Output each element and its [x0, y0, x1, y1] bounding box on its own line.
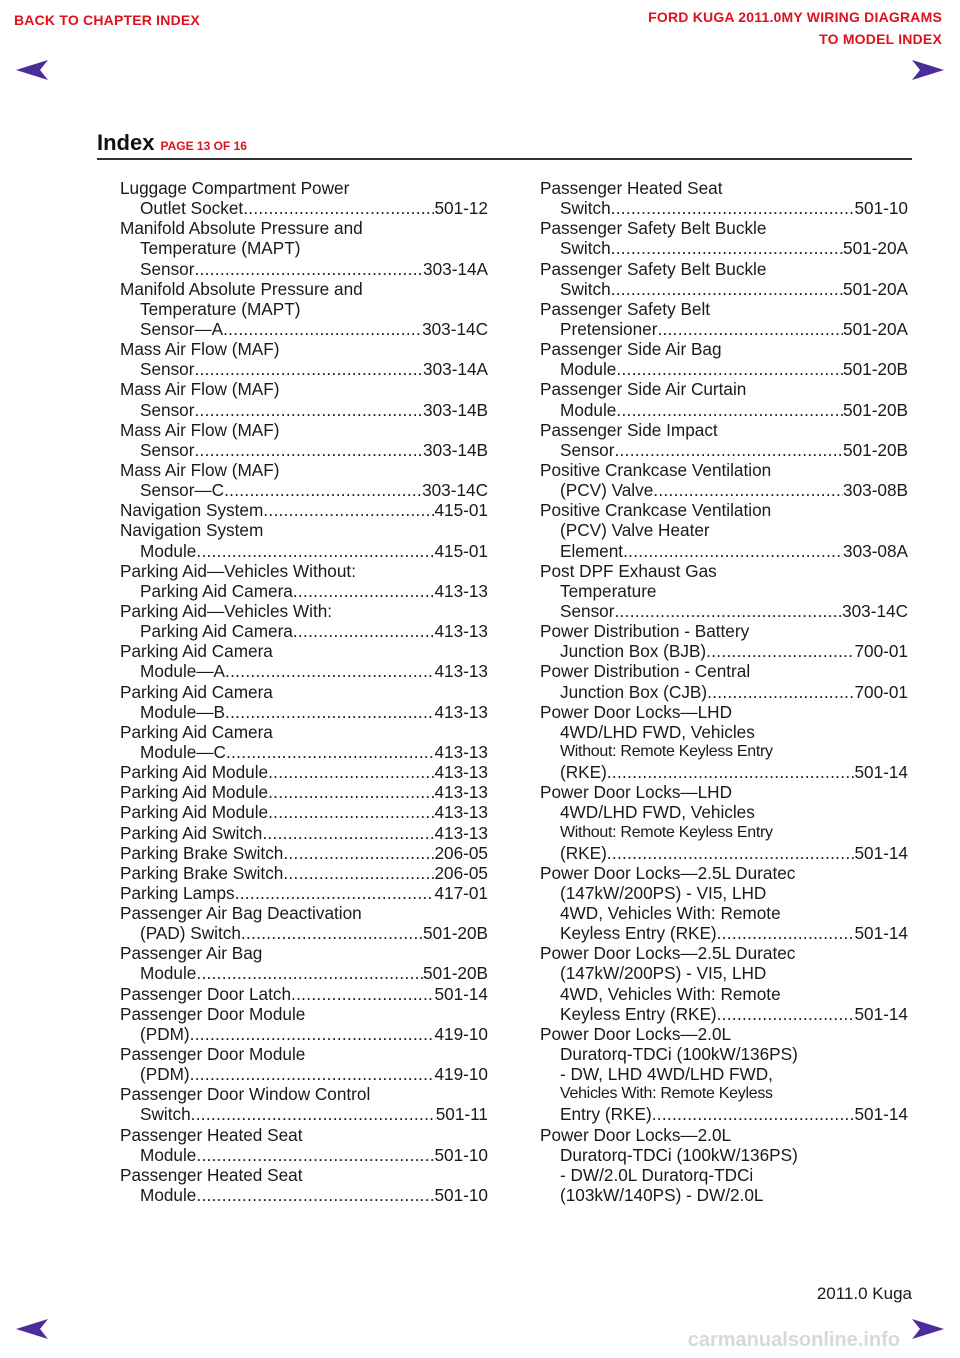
page-reference-link[interactable]: 700-01	[854, 681, 908, 702]
dot-leader	[268, 762, 434, 782]
header-divider	[97, 158, 912, 160]
index-entry-text: Temperature	[560, 580, 657, 601]
index-entry	[540, 1125, 908, 1206]
index-entry	[540, 943, 908, 1024]
index-entry	[120, 1004, 488, 1044]
dot-leader	[241, 923, 423, 943]
page-reference-link[interactable]: 413-13	[434, 621, 488, 642]
index-entry-text: (PCV) Valve	[560, 480, 654, 501]
page-reference-link[interactable]: 501-14	[434, 983, 488, 1004]
index-entry-text: Passenger Air Bag	[120, 943, 263, 964]
index-entry-text: Passenger Safety Belt	[540, 298, 711, 319]
previous-page-arrow-icon[interactable]	[14, 58, 50, 82]
page-reference-link[interactable]: 303-14C	[842, 600, 908, 621]
index-entry-text: Passenger Safety Belt Buckle	[540, 258, 767, 279]
dot-leader	[191, 1104, 436, 1124]
page-reference-link[interactable]: 303-08A	[843, 540, 908, 561]
previous-page-arrow-icon[interactable]	[14, 1317, 50, 1341]
index-entry	[120, 782, 488, 802]
index-entry-text: Junction Box (BJB)	[560, 641, 707, 662]
index-entry-text: Without: Remote Keyless Entry	[560, 742, 773, 760]
dot-leader	[291, 984, 434, 1004]
index-entry-text: Sensor	[560, 439, 615, 460]
index-entry	[540, 339, 908, 379]
page-reference-link[interactable]: 419-10	[434, 1064, 488, 1085]
page-reference-link[interactable]: 501-14	[854, 1104, 908, 1125]
page-reference-link[interactable]: 419-10	[434, 1023, 488, 1044]
dot-leader	[268, 802, 434, 822]
page-reference-link[interactable]: 413-13	[434, 822, 488, 843]
dot-leader	[194, 359, 423, 379]
page-reference-link[interactable]: 417-01	[434, 882, 488, 903]
index-entry	[120, 984, 488, 1004]
index-entry-text: Power Door Locks—2.0L	[540, 1023, 732, 1044]
index-entry-text: Manifold Absolute Pressure and	[120, 218, 363, 239]
dot-leader	[243, 198, 434, 218]
page-reference-link[interactable]: 303-14C	[422, 480, 488, 501]
index-entry-text: Module—B	[140, 701, 226, 722]
index-entry-text: Parking Aid—Vehicles Without:	[120, 560, 356, 581]
page-reference-link[interactable]: 501-14	[854, 842, 908, 863]
dot-leader	[717, 1004, 855, 1024]
index-entry-text: Parking Brake Switch	[120, 862, 284, 883]
index-entry-text: Parking Aid Camera	[120, 721, 273, 742]
dot-leader	[293, 581, 435, 601]
dot-leader	[611, 198, 855, 218]
page-reference-link[interactable]: 501-10	[434, 1144, 488, 1165]
index-entry	[540, 218, 908, 258]
back-to-chapter-index-link[interactable]: BACK TO CHAPTER INDEX	[14, 12, 200, 28]
index-entry-text: Module—C	[140, 741, 226, 762]
index-entry	[120, 1044, 488, 1084]
index-entry-text: Element	[560, 540, 624, 561]
index-column-left	[120, 178, 488, 1205]
dot-leader	[190, 1064, 435, 1084]
index-entry-text: Parking Aid Camera	[120, 681, 273, 702]
dot-leader	[611, 279, 843, 299]
index-entry-text: Keyless Entry (RKE)	[560, 1003, 717, 1024]
dot-leader	[657, 319, 843, 339]
index-entry	[540, 379, 908, 419]
page-reference-link[interactable]: 413-13	[434, 661, 488, 682]
dot-leader	[614, 440, 843, 460]
index-entry-text: Mass Air Flow (MAF)	[120, 339, 280, 360]
next-page-arrow-icon[interactable]	[910, 58, 946, 82]
page-header	[97, 130, 247, 156]
dot-leader	[616, 359, 843, 379]
dot-leader	[707, 682, 854, 702]
page-reference-link[interactable]: 501-10	[854, 198, 908, 219]
index-entry-text: Passenger Side Impact	[540, 419, 718, 440]
page-reference-link[interactable]: 413-13	[434, 701, 488, 722]
index-entry-text: Switch	[560, 198, 611, 219]
page-reference-link[interactable]: 303-14A	[423, 258, 488, 279]
index-entry-text: Parking Aid Camera	[120, 641, 273, 662]
index-entry	[540, 1024, 908, 1125]
page-reference-link[interactable]: 501-12	[434, 198, 488, 219]
index-entry-text: Mass Air Flow (MAF)	[120, 459, 280, 480]
index-entry-text: Positive Crankcase Ventilation	[540, 459, 772, 480]
dot-leader	[226, 742, 434, 762]
index-entry	[540, 299, 908, 339]
page-reference-link[interactable]: 413-13	[434, 580, 488, 601]
index-entry-text: Luggage Compartment Power	[120, 178, 350, 198]
index-entry-text: Passenger Door Module	[120, 1003, 306, 1024]
dot-leader	[235, 883, 435, 903]
dot-leader	[225, 661, 434, 681]
index-entry	[120, 279, 488, 339]
index-entry	[540, 782, 908, 863]
index-entry	[120, 641, 488, 681]
page-reference-link[interactable]: 415-01	[434, 500, 488, 521]
index-entry-text: (147kW/200PS) - VI5, LHD	[560, 963, 767, 984]
index-entry-text: Module—A	[140, 661, 226, 682]
index-entry	[120, 883, 488, 903]
index-entry-text: (PDM)	[140, 1023, 190, 1044]
index-entry	[120, 460, 488, 500]
page-title: Index	[97, 130, 155, 155]
dot-leader	[623, 541, 843, 561]
index-entry-text: Mass Air Flow (MAF)	[120, 419, 280, 440]
index-entry-text: Keyless Entry (RKE)	[560, 923, 717, 944]
index-entry-text: Module	[560, 399, 617, 420]
dot-leader	[283, 843, 434, 863]
index-entry-text: Passenger Door Module	[120, 1044, 306, 1065]
page-reference-link[interactable]: 501-14	[854, 762, 908, 783]
page-reference-link[interactable]: 501-20A	[843, 278, 908, 299]
index-entry	[120, 379, 488, 419]
index-entry-text: Without: Remote Keyless Entry	[560, 823, 773, 841]
index-entry	[120, 722, 488, 762]
index-entry	[540, 500, 908, 560]
index-entry	[120, 218, 488, 278]
page-reference-link[interactable]: 415-01	[434, 540, 488, 561]
index-entry-text: Power Distribution - Central	[540, 661, 751, 682]
index-entry-text: Parking Aid—Vehicles With:	[120, 600, 333, 621]
page-reference-link[interactable]: 501-20B	[423, 963, 488, 984]
page-reference-link[interactable]: 501-20B	[843, 439, 908, 460]
index-entry	[540, 561, 908, 621]
index-entry-text: Module	[140, 1185, 197, 1206]
index-entry-text: 4WD, Vehicles With: Remote	[560, 983, 781, 1004]
dot-leader	[263, 500, 434, 520]
index-column-right	[540, 178, 908, 1205]
index-entry-text: Module	[140, 1144, 197, 1165]
index-entry	[540, 259, 908, 299]
index-entry-text: - DW/2.0L Duratorq-TDCi	[560, 1164, 754, 1185]
index-entry-text: Sensor	[140, 399, 195, 420]
index-entry-text: Power Door Locks—LHD	[540, 701, 732, 722]
index-entry-text: Switch	[560, 278, 611, 299]
index-entry-text: Sensor—A	[140, 318, 224, 339]
index-entry-text: Pretensioner	[560, 318, 658, 339]
dot-leader	[225, 702, 434, 722]
index-entry-text: Power Distribution - Battery	[540, 621, 750, 642]
index-entry	[540, 863, 908, 944]
footer-model-label: 2011.0 Kuga	[816, 1284, 912, 1303]
index-entry-text: (PCV) Valve Heater	[560, 520, 710, 541]
page-reference-link[interactable]: 501-11	[435, 1104, 488, 1125]
dot-leader	[223, 319, 422, 339]
index-entry-text: Passenger Heated Seat	[120, 1164, 303, 1185]
index-entry	[120, 823, 488, 843]
index-entry-text: Navigation System	[120, 500, 264, 521]
document-title: FORD KUGA 2011.0MY WIRING DIAGRAMS	[648, 9, 942, 25]
index-entry-text: Sensor—C	[140, 480, 225, 501]
index-entry-text: Power Door Locks—2.5L Duratec	[540, 862, 796, 883]
page-reference-link[interactable]: 206-05	[434, 862, 488, 883]
index-entry-text: Outlet Socket	[140, 198, 244, 219]
index-entry-text: Passenger Side Air Curtain	[540, 379, 747, 400]
page-reference-link[interactable]: 501-14	[854, 1003, 908, 1024]
dot-leader	[293, 621, 435, 641]
index-entry-text: Parking Aid Module	[120, 802, 269, 823]
dot-leader	[194, 400, 423, 420]
dot-leader	[611, 238, 843, 258]
index-entry-text: 4WD, Vehicles With: Remote	[560, 903, 781, 924]
index-entry-text: (PAD) Switch	[140, 923, 241, 944]
index-entry-text: Post DPF Exhaust Gas	[540, 560, 717, 581]
page-reference-link[interactable]: 501-14	[854, 923, 908, 944]
index-entry-text: Power Door Locks—2.0L	[540, 1124, 732, 1145]
index-entry-text: Temperature (MAPT)	[140, 238, 301, 259]
index-entry-text: (PDM)	[140, 1064, 190, 1085]
page-reference-link[interactable]: 700-01	[854, 641, 908, 662]
index-entry	[120, 863, 488, 883]
index-entry-text: Parking Aid Camera	[140, 580, 293, 601]
index-entry-text: 4WD/LHD FWD, Vehicles	[560, 721, 755, 742]
dot-leader	[196, 1145, 434, 1165]
index-entry-text: Junction Box (CJB)	[560, 681, 708, 702]
index-entry	[120, 561, 488, 601]
index-entry-text: (RKE)	[560, 842, 607, 863]
dot-leader	[196, 963, 423, 983]
dot-leader	[268, 782, 434, 802]
dot-leader	[607, 843, 855, 863]
index-entry	[540, 460, 908, 500]
page-reference-link[interactable]: 501-20A	[843, 318, 908, 339]
index-entry-text: Sensor	[140, 439, 195, 460]
dot-leader	[717, 923, 855, 943]
to-model-index-link[interactable]: TO MODEL INDEX	[819, 31, 942, 47]
index-entry-text: Manifold Absolute Pressure and	[120, 278, 363, 299]
dot-leader	[224, 480, 422, 500]
index-entry	[120, 1084, 488, 1124]
index-entry-text: - DW, LHD 4WD/LHD FWD,	[560, 1064, 773, 1085]
index-entry	[120, 802, 488, 822]
dot-leader	[194, 440, 423, 460]
page-reference-link[interactable]: 501-20A	[843, 238, 908, 259]
index-entry-text: Passenger Door Window Control	[120, 1084, 371, 1105]
index-entry	[540, 420, 908, 460]
index-entry-text: Duratorq-TDCi (100kW/136PS)	[560, 1144, 798, 1165]
index-entry-text: Power Door Locks—LHD	[540, 782, 732, 803]
dot-leader	[607, 762, 855, 782]
index-entry-text: Parking Aid Module	[120, 782, 269, 803]
index-entry-text: Parking Aid Module	[120, 762, 269, 783]
page-reference-link[interactable]: 501-20B	[843, 359, 908, 380]
index-entry-text: Duratorq-TDCi (100kW/136PS)	[560, 1044, 798, 1065]
dot-leader	[283, 863, 434, 883]
index-entry	[120, 500, 488, 520]
page-indicator: PAGE 13 OF 16	[160, 139, 247, 153]
dot-leader	[196, 1185, 434, 1205]
page-reference-link[interactable]: 303-14C	[422, 318, 488, 339]
index-entry	[120, 520, 488, 560]
index-entry-text: Temperature (MAPT)	[140, 298, 301, 319]
index-entry-text: Sensor	[140, 258, 195, 279]
index-entry	[120, 943, 488, 983]
index-entry-text: (103kW/140PS) - DW/2.0L	[560, 1185, 764, 1206]
index-entry-text: Module	[560, 359, 617, 380]
index-entry-text: Sensor	[140, 359, 195, 380]
index-entry	[120, 1125, 488, 1165]
page-reference-link[interactable]: 501-10	[434, 1185, 488, 1206]
index-entry-text: Positive Crankcase Ventilation	[540, 500, 772, 521]
page-reference-link[interactable]: 413-13	[434, 741, 488, 762]
index-entry	[540, 661, 908, 701]
index-entry-text: (147kW/200PS) - VI5, LHD	[560, 882, 767, 903]
index-entry-text: Parking Aid Switch	[120, 822, 263, 843]
index-entry	[120, 1165, 488, 1205]
index-entry	[540, 702, 908, 783]
index-entry-text: 4WD/LHD FWD, Vehicles	[560, 802, 755, 823]
index-entry-text: Navigation System	[120, 520, 264, 541]
page-reference-link[interactable]: 303-08B	[843, 480, 908, 501]
index-entry-text: Switch	[140, 1104, 191, 1125]
index-entry-text: (RKE)	[560, 762, 607, 783]
index-entry	[120, 762, 488, 782]
index-entry-text: Vehicles With: Remote Keyless	[560, 1085, 773, 1103]
page-reference-link[interactable]: 413-13	[434, 762, 488, 783]
index-entry	[120, 903, 488, 943]
index-entry-text: Entry (RKE)	[560, 1104, 652, 1125]
next-page-arrow-icon[interactable]	[910, 1317, 946, 1341]
page-reference-link[interactable]: 303-14B	[423, 439, 488, 460]
index-entry-text: Switch	[560, 238, 611, 259]
index-entry-text: Passenger Air Bag Deactivation	[120, 903, 362, 924]
page-reference-link[interactable]: 206-05	[434, 842, 488, 863]
page-reference-link[interactable]: 413-13	[434, 802, 488, 823]
dot-leader	[194, 259, 423, 279]
page-reference-link[interactable]: 501-20B	[423, 923, 488, 944]
index-entry	[120, 420, 488, 460]
index-entry	[540, 178, 908, 218]
dot-leader	[196, 541, 434, 561]
page-reference-link[interactable]: 303-14B	[423, 399, 488, 420]
page-reference-link[interactable]: 501-20B	[843, 399, 908, 420]
index-entry-text: Mass Air Flow (MAF)	[120, 379, 280, 400]
index-entry	[120, 601, 488, 641]
dot-leader	[653, 480, 843, 500]
index-entry	[120, 843, 488, 863]
index-entry-text: Parking Lamps	[120, 882, 235, 903]
index-entry-text: Passenger Safety Belt Buckle	[540, 218, 767, 239]
index-entry	[540, 621, 908, 661]
index-entry	[120, 178, 488, 218]
index-entry-text: Sensor	[560, 600, 615, 621]
dot-leader	[262, 823, 434, 843]
dot-leader	[616, 400, 843, 420]
dot-leader	[652, 1104, 855, 1124]
index-entry-text: Parking Brake Switch	[120, 842, 284, 863]
index-entry-text: Power Door Locks—2.5L Duratec	[540, 943, 796, 964]
dot-leader	[614, 601, 842, 621]
index-entry-text: Passenger Heated Seat	[120, 1124, 303, 1145]
watermark: carmanualsonline.info	[687, 1329, 900, 1351]
page-reference-link[interactable]: 413-13	[434, 782, 488, 803]
index-entry-text: Passenger Door Latch	[120, 983, 292, 1004]
dot-leader	[706, 641, 854, 661]
index-entry-text: Module	[140, 963, 197, 984]
index-entry-text: Module	[140, 540, 197, 561]
index-entry-text: Passenger Side Air Bag	[540, 339, 722, 360]
index-entry-text: Passenger Heated Seat	[540, 178, 723, 198]
index-entry-text: Parking Aid Camera	[140, 621, 293, 642]
index-entry	[120, 339, 488, 379]
index-entry	[120, 682, 488, 722]
dot-leader	[190, 1024, 435, 1044]
page-reference-link[interactable]: 303-14A	[423, 359, 488, 380]
